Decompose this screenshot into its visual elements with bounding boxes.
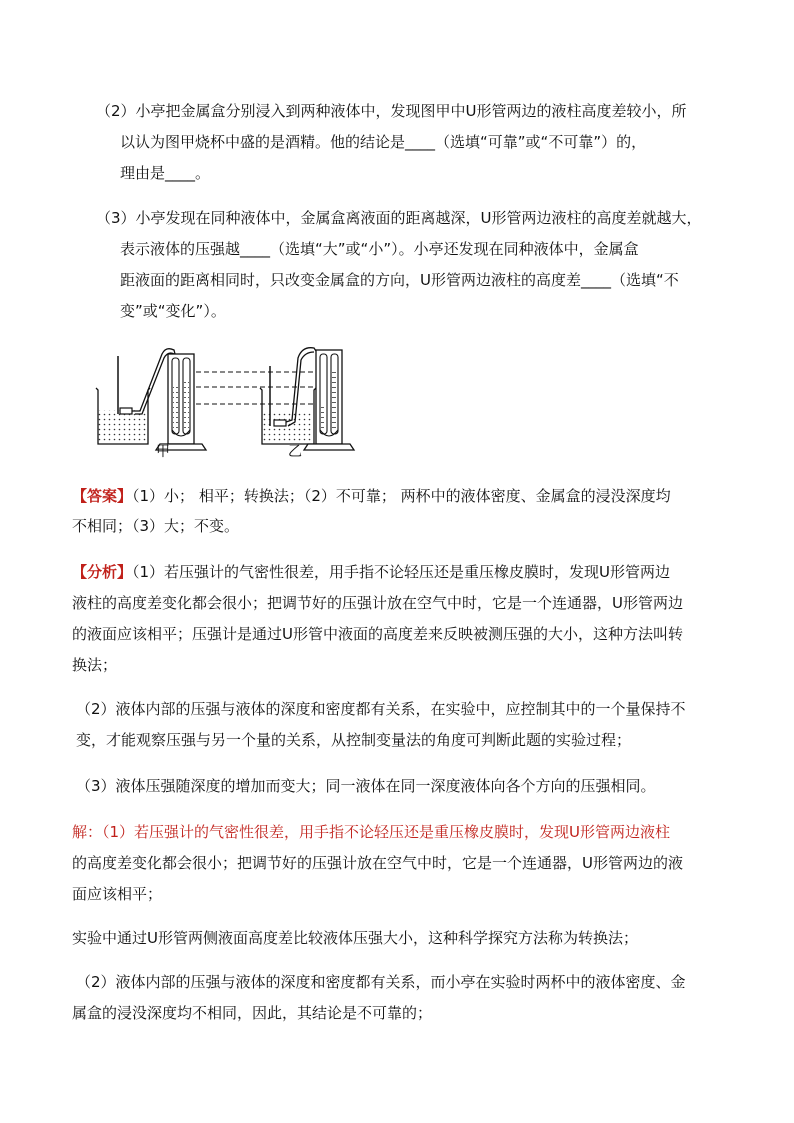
analysis-p2-line1: （2）液体内部的压强与液体的深度和密度都有关系，在实验中，应控制其中的一个量保持不 bbox=[76, 700, 686, 718]
analysis-line2: 液柱的高度差变化都会很小；把调节好的压强计放在空气中时，它是一个连通器，U形管两边 bbox=[72, 594, 683, 612]
q3-line2: 表示液体的压强越____（选填“大”或“小”）。小亭还发现在同种液体中，金属盒 bbox=[120, 240, 639, 258]
pressure-gauge-figure bbox=[92, 342, 362, 460]
solution-line4: 实验中通过U形管两侧液面高度差比较液体压强大小，这种科学探究方法称为转换法； bbox=[72, 929, 638, 947]
figure-label-left: 甲 bbox=[156, 444, 170, 460]
analysis-text1: （1）若压强计的气密性很差，用手指不论轻压还是重压橡皮膜时，发现U形管两边 bbox=[132, 563, 671, 581]
analysis-line4: 换法； bbox=[72, 656, 118, 674]
right-beaker bbox=[260, 348, 318, 444]
answer-text1: （1）小； 相平；转换法；（2）不可靠； 两杯中的液体密度、金属盒的浸没深度均 bbox=[132, 487, 671, 505]
answer-tag: 【答案】 bbox=[72, 487, 133, 505]
analysis-tag: 【分析】 bbox=[72, 563, 133, 581]
answer-line1 bbox=[72, 486, 671, 506]
figure-label-right: 乙 bbox=[288, 444, 302, 460]
analysis-line1 bbox=[72, 562, 670, 582]
analysis-p3-line1: （3）液体压强随深度的增加而变大；同一液体在同一深度液体向各个方向的压强相同。 bbox=[76, 777, 656, 795]
q3-line4: 变”或“变化”）。 bbox=[120, 302, 226, 320]
q3-line3: 距液面的距离相同时，只改变金属盒的方向，U形管两边液柱的高度差____（选填“不 bbox=[120, 271, 679, 289]
figure-drawing bbox=[92, 342, 362, 460]
analysis-p2-line2: 变，才能观察压强与另一个量的关系，从控制变量法的角度可判断此题的实验过程； bbox=[76, 731, 632, 749]
q2-line2: 以认为图甲烧杯中盛的是酒精。他的结论是____（选填“可靠”或“不可靠”）的， bbox=[120, 133, 647, 151]
analysis-line3: 的液面应该相平；压强计是通过U形管中液面的高度差来反映被测压强的大小，这种方法叫转 bbox=[72, 625, 683, 643]
answer-line2: 不相同；（3）大；不变。 bbox=[72, 517, 240, 535]
q3-line1: （3）小亭发现在同种液体中，金属盒离液面的距离越深，U形管两边液柱的高度差就越大， bbox=[96, 209, 702, 227]
left-beaker bbox=[96, 349, 176, 444]
q2-line1: （2）小亭把金属盒分别浸入到两种液体中，发现图甲中U形管两边的液柱高度差较小，所 bbox=[96, 102, 687, 120]
solution-line2: 的高度差变化都会很小；把调节好的压强计放在空气中时，它是一个连通器，U形管两边的液 bbox=[72, 854, 683, 872]
q2-line3: 理由是____。 bbox=[120, 164, 211, 182]
solution-line1: 解：（1）若压强计的气密性很差，用手指不论轻压还是重压橡皮膜时，发现U形管两边液柱 bbox=[72, 823, 671, 841]
solution-line3: 面应该相平； bbox=[72, 885, 163, 903]
solution-p2-line2: 属盒的浸没深度均不相同，因此，其结论是不可靠的； bbox=[72, 1004, 433, 1022]
left-gauge bbox=[156, 354, 206, 450]
solution-p2-line1: （2）液体内部的压强与液体的深度和密度都有关系，而小亭在实验时两杯中的液体密度、金 bbox=[76, 973, 686, 991]
